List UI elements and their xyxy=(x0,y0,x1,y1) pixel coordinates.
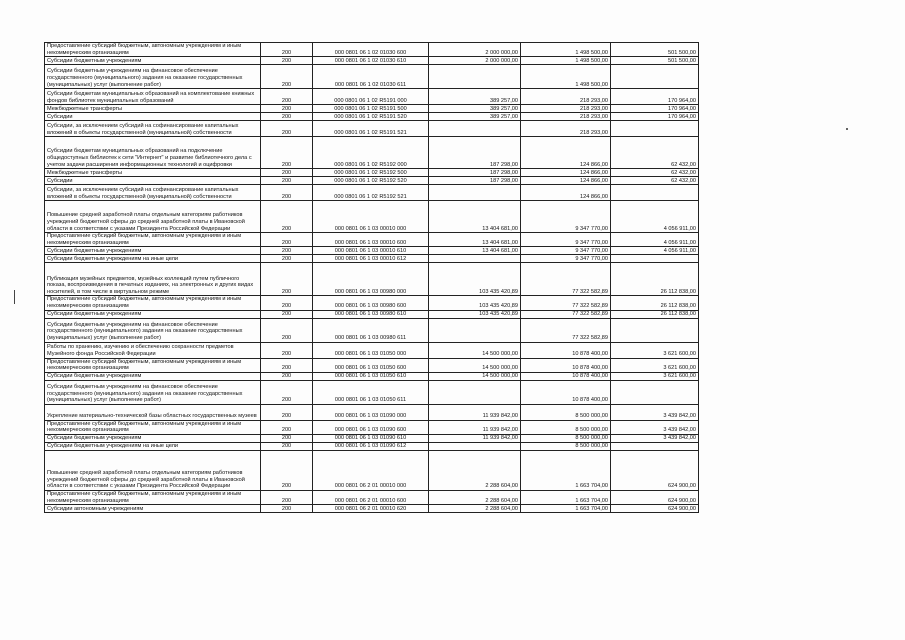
row-executed-amount: 1 498 500,00 xyxy=(521,65,611,89)
row-description: Субсидии бюджетным учреждениям на иные цели xyxy=(45,442,261,450)
table-row xyxy=(45,450,699,490)
row-admin-code: 200 xyxy=(261,380,313,404)
row-description: Субсидии бюджетным учреждениям на финансовое обеспечение государственного (муниципального) задания на оказание государственных (муниципальных) услуг (выполнение работ) xyxy=(45,380,261,404)
row-budget-code: 000 0801 06 1 03 00980 600 xyxy=(313,296,429,310)
row-approved-amount: 14 500 000,00 xyxy=(429,342,521,358)
row-description: Субсидии бюджетным учреждениям на финансовое обеспечение государственного (муниципального) задания на оказание государственных (муниципальных) услуг (выполнение работ) xyxy=(45,65,261,89)
row-executed-amount: 77 322 582,89 xyxy=(521,296,611,310)
row-description: Повышение средней заработной платы отдельным категориям работников учреждений бюджетной сферы до средней заработной платы в Ивановской области в соответствии с указами Президента Российской Федерации xyxy=(45,201,261,233)
table-row xyxy=(45,105,699,113)
table-row xyxy=(45,121,699,137)
row-executed-amount: 124 866,00 xyxy=(521,185,611,201)
row-budget-code: 000 0801 06 1 02 R5192 520 xyxy=(313,177,429,185)
row-executed-amount: 8 500 000,00 xyxy=(521,442,611,450)
row-admin-code: 200 xyxy=(261,113,313,121)
row-approved-amount: 13 404 681,00 xyxy=(429,247,521,255)
row-admin-code: 200 xyxy=(261,442,313,450)
row-budget-code: 000 0801 06 2 01 00010 620 xyxy=(313,505,429,513)
row-remaining-amount: 26 112 838,00 xyxy=(611,263,699,296)
row-budget-code: 000 0801 06 1 02 R5191 000 xyxy=(313,89,429,105)
table-row xyxy=(45,137,699,169)
row-budget-code: 000 0801 06 1 03 01050 000 xyxy=(313,342,429,358)
row-admin-code: 200 xyxy=(261,372,313,380)
row-budget-code: 000 0801 06 1 03 00010 612 xyxy=(313,255,429,263)
row-budget-code: 000 0801 06 1 02 R5191 520 xyxy=(313,113,429,121)
table-row xyxy=(45,177,699,185)
row-description: Субсидии, за исключением субсидий на софинансирование капитальных вложений в объекты государственной (муниципальной) собственности xyxy=(45,121,261,137)
row-executed-amount: 10 878 400,00 xyxy=(521,342,611,358)
row-budget-code: 000 0801 06 2 01 00010 600 xyxy=(313,490,429,504)
row-approved-amount: 11 939 842,00 xyxy=(429,420,521,434)
row-admin-code: 200 xyxy=(261,420,313,434)
row-admin-code: 200 xyxy=(261,177,313,185)
row-description: Субсидии бюджетным учреждениям xyxy=(45,310,261,318)
row-remaining-amount xyxy=(611,442,699,450)
row-remaining-amount: 3 621 600,00 xyxy=(611,358,699,372)
row-remaining-amount: 501 500,00 xyxy=(611,43,699,57)
table-row xyxy=(45,43,699,57)
row-executed-amount: 77 322 582,89 xyxy=(521,318,611,342)
budget-table xyxy=(44,42,699,513)
row-executed-amount: 124 866,00 xyxy=(521,177,611,185)
table-row xyxy=(45,380,699,404)
row-approved-amount xyxy=(429,380,521,404)
row-admin-code: 200 xyxy=(261,342,313,358)
row-budget-code: 000 0801 06 1 03 01050 611 xyxy=(313,380,429,404)
row-admin-code: 200 xyxy=(261,434,313,442)
row-description: Предоставление субсидий бюджетным, автономным учреждениям и иным некоммерческим организациям xyxy=(45,420,261,434)
table-row xyxy=(45,185,699,201)
row-approved-amount: 2 288 604,00 xyxy=(429,450,521,490)
row-executed-amount: 9 347 770,00 xyxy=(521,255,611,263)
row-admin-code: 200 xyxy=(261,57,313,65)
row-approved-amount: 2 288 604,00 xyxy=(429,505,521,513)
row-admin-code: 200 xyxy=(261,105,313,113)
row-approved-amount xyxy=(429,255,521,263)
row-executed-amount: 9 347 770,00 xyxy=(521,233,611,247)
table-row xyxy=(45,310,699,318)
table-row xyxy=(45,113,699,121)
table-row xyxy=(45,89,699,105)
row-executed-amount: 124 866,00 xyxy=(521,169,611,177)
row-description: Работы по хранению, изучению и обеспечению сохранности предметов Музейного фонда Российской Федерации xyxy=(45,342,261,358)
row-executed-amount: 124 866,00 xyxy=(521,137,611,169)
row-admin-code: 200 xyxy=(261,201,313,233)
row-admin-code: 200 xyxy=(261,255,313,263)
row-remaining-amount: 3 439 842,00 xyxy=(611,420,699,434)
row-admin-code: 200 xyxy=(261,185,313,201)
table-row xyxy=(45,263,699,296)
row-admin-code: 200 xyxy=(261,404,313,420)
table-row xyxy=(45,318,699,342)
row-description: Предоставление субсидий бюджетным, автономным учреждениям и иным некоммерческим организациям xyxy=(45,43,261,57)
table-row xyxy=(45,255,699,263)
table-row xyxy=(45,342,699,358)
row-executed-amount: 1 663 704,00 xyxy=(521,505,611,513)
row-description: Субсидии бюджетным учреждениям на иные цели xyxy=(45,255,261,263)
row-executed-amount: 10 878 400,00 xyxy=(521,358,611,372)
row-executed-amount: 8 500 000,00 xyxy=(521,420,611,434)
row-remaining-amount: 170 964,00 xyxy=(611,113,699,121)
row-approved-amount: 187 298,00 xyxy=(429,177,521,185)
row-budget-code: 000 0801 06 1 03 01090 610 xyxy=(313,434,429,442)
budget-table-body xyxy=(45,43,699,513)
row-executed-amount: 1 498 500,00 xyxy=(521,57,611,65)
row-budget-code: 000 0801 06 1 02 01030 610 xyxy=(313,57,429,65)
row-remaining-amount xyxy=(611,185,699,201)
table-row xyxy=(45,420,699,434)
row-budget-code: 000 0801 06 1 03 00010 610 xyxy=(313,247,429,255)
row-admin-code: 200 xyxy=(261,296,313,310)
row-approved-amount: 103 435 420,89 xyxy=(429,263,521,296)
table-row xyxy=(45,57,699,65)
row-description: Субсидии xyxy=(45,113,261,121)
row-remaining-amount: 170 964,00 xyxy=(611,105,699,113)
row-description: Предоставление субсидий бюджетным, автономным учреждениям и иным некоммерческим организациям xyxy=(45,490,261,504)
row-executed-amount: 1 498 500,00 xyxy=(521,43,611,57)
row-executed-amount: 9 347 770,00 xyxy=(521,201,611,233)
table-row xyxy=(45,490,699,504)
row-approved-amount: 103 435 420,89 xyxy=(429,310,521,318)
row-budget-code: 000 0801 06 1 03 00980 610 xyxy=(313,310,429,318)
row-budget-code: 000 0801 06 1 03 01050 610 xyxy=(313,372,429,380)
row-admin-code: 200 xyxy=(261,310,313,318)
row-description: Субсидии автономным учреждениям xyxy=(45,505,261,513)
row-description: Субсидии бюджетам муниципальных образований на комплектование книжных фондов библиотек муниципальных образований xyxy=(45,89,261,105)
row-budget-code: 000 0801 06 1 02 R5191 500 xyxy=(313,105,429,113)
row-remaining-amount: 501 500,00 xyxy=(611,57,699,65)
row-approved-amount xyxy=(429,121,521,137)
row-remaining-amount: 3 439 842,00 xyxy=(611,404,699,420)
row-remaining-amount: 62 432,00 xyxy=(611,169,699,177)
row-remaining-amount: 170 964,00 xyxy=(611,89,699,105)
row-approved-amount: 2 000 000,00 xyxy=(429,43,521,57)
row-budget-code: 000 0801 06 2 01 00010 000 xyxy=(313,450,429,490)
row-description: Межбюджетные трансферты xyxy=(45,105,261,113)
row-remaining-amount xyxy=(611,255,699,263)
row-description: Межбюджетные трансферты xyxy=(45,169,261,177)
row-remaining-amount: 4 056 911,00 xyxy=(611,201,699,233)
scan-speck xyxy=(846,128,848,130)
row-approved-amount xyxy=(429,185,521,201)
margin-mark xyxy=(14,290,15,304)
table-row xyxy=(45,358,699,372)
row-description: Публикация музейных предметов, музейных коллекций путем публичного показа, воспроизведения в печатных изданиях, на электронных и других видах носителей, в том числе в виртуальном режиме xyxy=(45,263,261,296)
row-admin-code: 200 xyxy=(261,263,313,296)
table-row xyxy=(45,169,699,177)
row-approved-amount: 103 435 420,89 xyxy=(429,296,521,310)
row-approved-amount: 14 500 000,00 xyxy=(429,372,521,380)
row-description: Субсидии бюджетным учреждениям на финансовое обеспечение государственного (муниципального) задания на оказание государственных (муниципальных) услуг (выполнение работ) xyxy=(45,318,261,342)
row-approved-amount xyxy=(429,65,521,89)
row-remaining-amount: 3 621 600,00 xyxy=(611,372,699,380)
row-budget-code: 000 0801 06 1 03 01090 600 xyxy=(313,420,429,434)
row-remaining-amount xyxy=(611,65,699,89)
row-description: Повышение средней заработной платы отдельным категориям работников учреждений бюджетной сферы до средней заработной платы в Ивановской области в соответствии с указами Президента Российской Федерации xyxy=(45,450,261,490)
row-approved-amount: 11 939 842,00 xyxy=(429,434,521,442)
row-remaining-amount xyxy=(611,318,699,342)
row-description: Укрепление материально-технической базы областных государственных музеев xyxy=(45,404,261,420)
row-approved-amount: 389 257,00 xyxy=(429,105,521,113)
row-remaining-amount: 3 621 600,00 xyxy=(611,342,699,358)
row-approved-amount: 13 404 681,00 xyxy=(429,233,521,247)
row-budget-code: 000 0801 06 1 02 R5192 000 xyxy=(313,137,429,169)
row-executed-amount: 8 500 000,00 xyxy=(521,434,611,442)
row-approved-amount: 11 939 842,00 xyxy=(429,404,521,420)
row-admin-code: 200 xyxy=(261,137,313,169)
row-remaining-amount: 62 432,00 xyxy=(611,137,699,169)
table-row xyxy=(45,201,699,233)
table-row xyxy=(45,404,699,420)
row-admin-code: 200 xyxy=(261,358,313,372)
row-budget-code: 000 0801 06 1 02 01030 600 xyxy=(313,43,429,57)
row-executed-amount: 77 322 582,89 xyxy=(521,263,611,296)
row-approved-amount: 13 404 681,00 xyxy=(429,201,521,233)
row-description: Предоставление субсидий бюджетным, автономным учреждениям и иным некоммерческим организациям xyxy=(45,233,261,247)
row-remaining-amount: 26 112 838,00 xyxy=(611,310,699,318)
table-row xyxy=(45,233,699,247)
row-approved-amount: 389 257,00 xyxy=(429,113,521,121)
row-remaining-amount: 624 900,00 xyxy=(611,505,699,513)
row-remaining-amount: 26 112 838,00 xyxy=(611,296,699,310)
row-approved-amount: 14 500 000,00 xyxy=(429,358,521,372)
row-description: Субсидии бюджетам муниципальных образований на подключение общедоступных библиотек к сети "Интернет" и развитие библиотечного дела с учетом задачи расширения информационных технологий и оцифровки xyxy=(45,137,261,169)
row-budget-code: 000 0801 06 1 03 00980 000 xyxy=(313,263,429,296)
row-admin-code: 200 xyxy=(261,121,313,137)
row-remaining-amount: 624 900,00 xyxy=(611,490,699,504)
row-executed-amount: 1 663 704,00 xyxy=(521,450,611,490)
row-executed-amount: 1 663 704,00 xyxy=(521,490,611,504)
row-description: Субсидии, за исключением субсидий на софинансирование капитальных вложений в объекты государственной (муниципальной) собственности xyxy=(45,185,261,201)
row-admin-code: 200 xyxy=(261,318,313,342)
table-row xyxy=(45,372,699,380)
row-admin-code: 200 xyxy=(261,169,313,177)
table-row xyxy=(45,296,699,310)
row-description: Субсидии бюджетным учреждениям xyxy=(45,247,261,255)
row-executed-amount: 218 293,00 xyxy=(521,113,611,121)
row-budget-code: 000 0801 06 1 03 01050 600 xyxy=(313,358,429,372)
row-executed-amount: 218 293,00 xyxy=(521,105,611,113)
row-admin-code: 200 xyxy=(261,490,313,504)
row-remaining-amount: 4 056 911,00 xyxy=(611,247,699,255)
row-approved-amount: 2 000 000,00 xyxy=(429,57,521,65)
row-admin-code: 200 xyxy=(261,43,313,57)
row-description: Субсидии бюджетным учреждениям xyxy=(45,434,261,442)
row-admin-code: 200 xyxy=(261,450,313,490)
row-approved-amount: 2 288 604,00 xyxy=(429,490,521,504)
row-description: Субсидии xyxy=(45,177,261,185)
row-budget-code: 000 0801 06 1 03 01090 000 xyxy=(313,404,429,420)
row-admin-code: 200 xyxy=(261,247,313,255)
row-description: Субсидии бюджетным учреждениям xyxy=(45,57,261,65)
row-budget-code: 000 0801 06 1 03 00010 600 xyxy=(313,233,429,247)
row-remaining-amount xyxy=(611,121,699,137)
row-description: Субсидии бюджетным учреждениям xyxy=(45,372,261,380)
row-remaining-amount: 624 900,00 xyxy=(611,450,699,490)
row-admin-code: 200 xyxy=(261,89,313,105)
table-row xyxy=(45,434,699,442)
row-budget-code: 000 0801 06 1 02 R5192 521 xyxy=(313,185,429,201)
row-approved-amount: 187 298,00 xyxy=(429,169,521,177)
row-budget-code: 000 0801 06 1 03 00010 000 xyxy=(313,201,429,233)
row-budget-code: 000 0801 06 1 03 00980 611 xyxy=(313,318,429,342)
row-admin-code: 200 xyxy=(261,505,313,513)
table-row xyxy=(45,442,699,450)
row-executed-amount: 77 322 582,89 xyxy=(521,310,611,318)
row-admin-code: 200 xyxy=(261,65,313,89)
row-remaining-amount: 4 056 911,00 xyxy=(611,233,699,247)
row-approved-amount xyxy=(429,318,521,342)
row-executed-amount: 8 500 000,00 xyxy=(521,404,611,420)
row-approved-amount: 389 257,00 xyxy=(429,89,521,105)
row-budget-code: 000 0801 06 1 02 R5192 500 xyxy=(313,169,429,177)
row-executed-amount: 9 347 770,00 xyxy=(521,247,611,255)
row-executed-amount: 218 293,00 xyxy=(521,121,611,137)
row-executed-amount: 218 293,00 xyxy=(521,89,611,105)
row-approved-amount xyxy=(429,442,521,450)
row-approved-amount: 187 298,00 xyxy=(429,137,521,169)
row-remaining-amount xyxy=(611,380,699,404)
row-budget-code: 000 0801 06 1 03 01090 612 xyxy=(313,442,429,450)
row-remaining-amount: 62 432,00 xyxy=(611,177,699,185)
row-description: Предоставление субсидий бюджетным, автономным учреждениям и иным некоммерческим организациям xyxy=(45,296,261,310)
row-admin-code: 200 xyxy=(261,233,313,247)
row-budget-code: 000 0801 06 1 02 01030 611 xyxy=(313,65,429,89)
row-budget-code: 000 0801 06 1 02 R5191 521 xyxy=(313,121,429,137)
row-executed-amount: 10 878 400,00 xyxy=(521,372,611,380)
row-description: Предоставление субсидий бюджетным, автономным учреждениям и иным некоммерческим организациям xyxy=(45,358,261,372)
row-executed-amount: 10 878 400,00 xyxy=(521,380,611,404)
row-remaining-amount: 3 439 842,00 xyxy=(611,434,699,442)
table-row xyxy=(45,65,699,89)
table-row xyxy=(45,505,699,513)
table-row xyxy=(45,247,699,255)
